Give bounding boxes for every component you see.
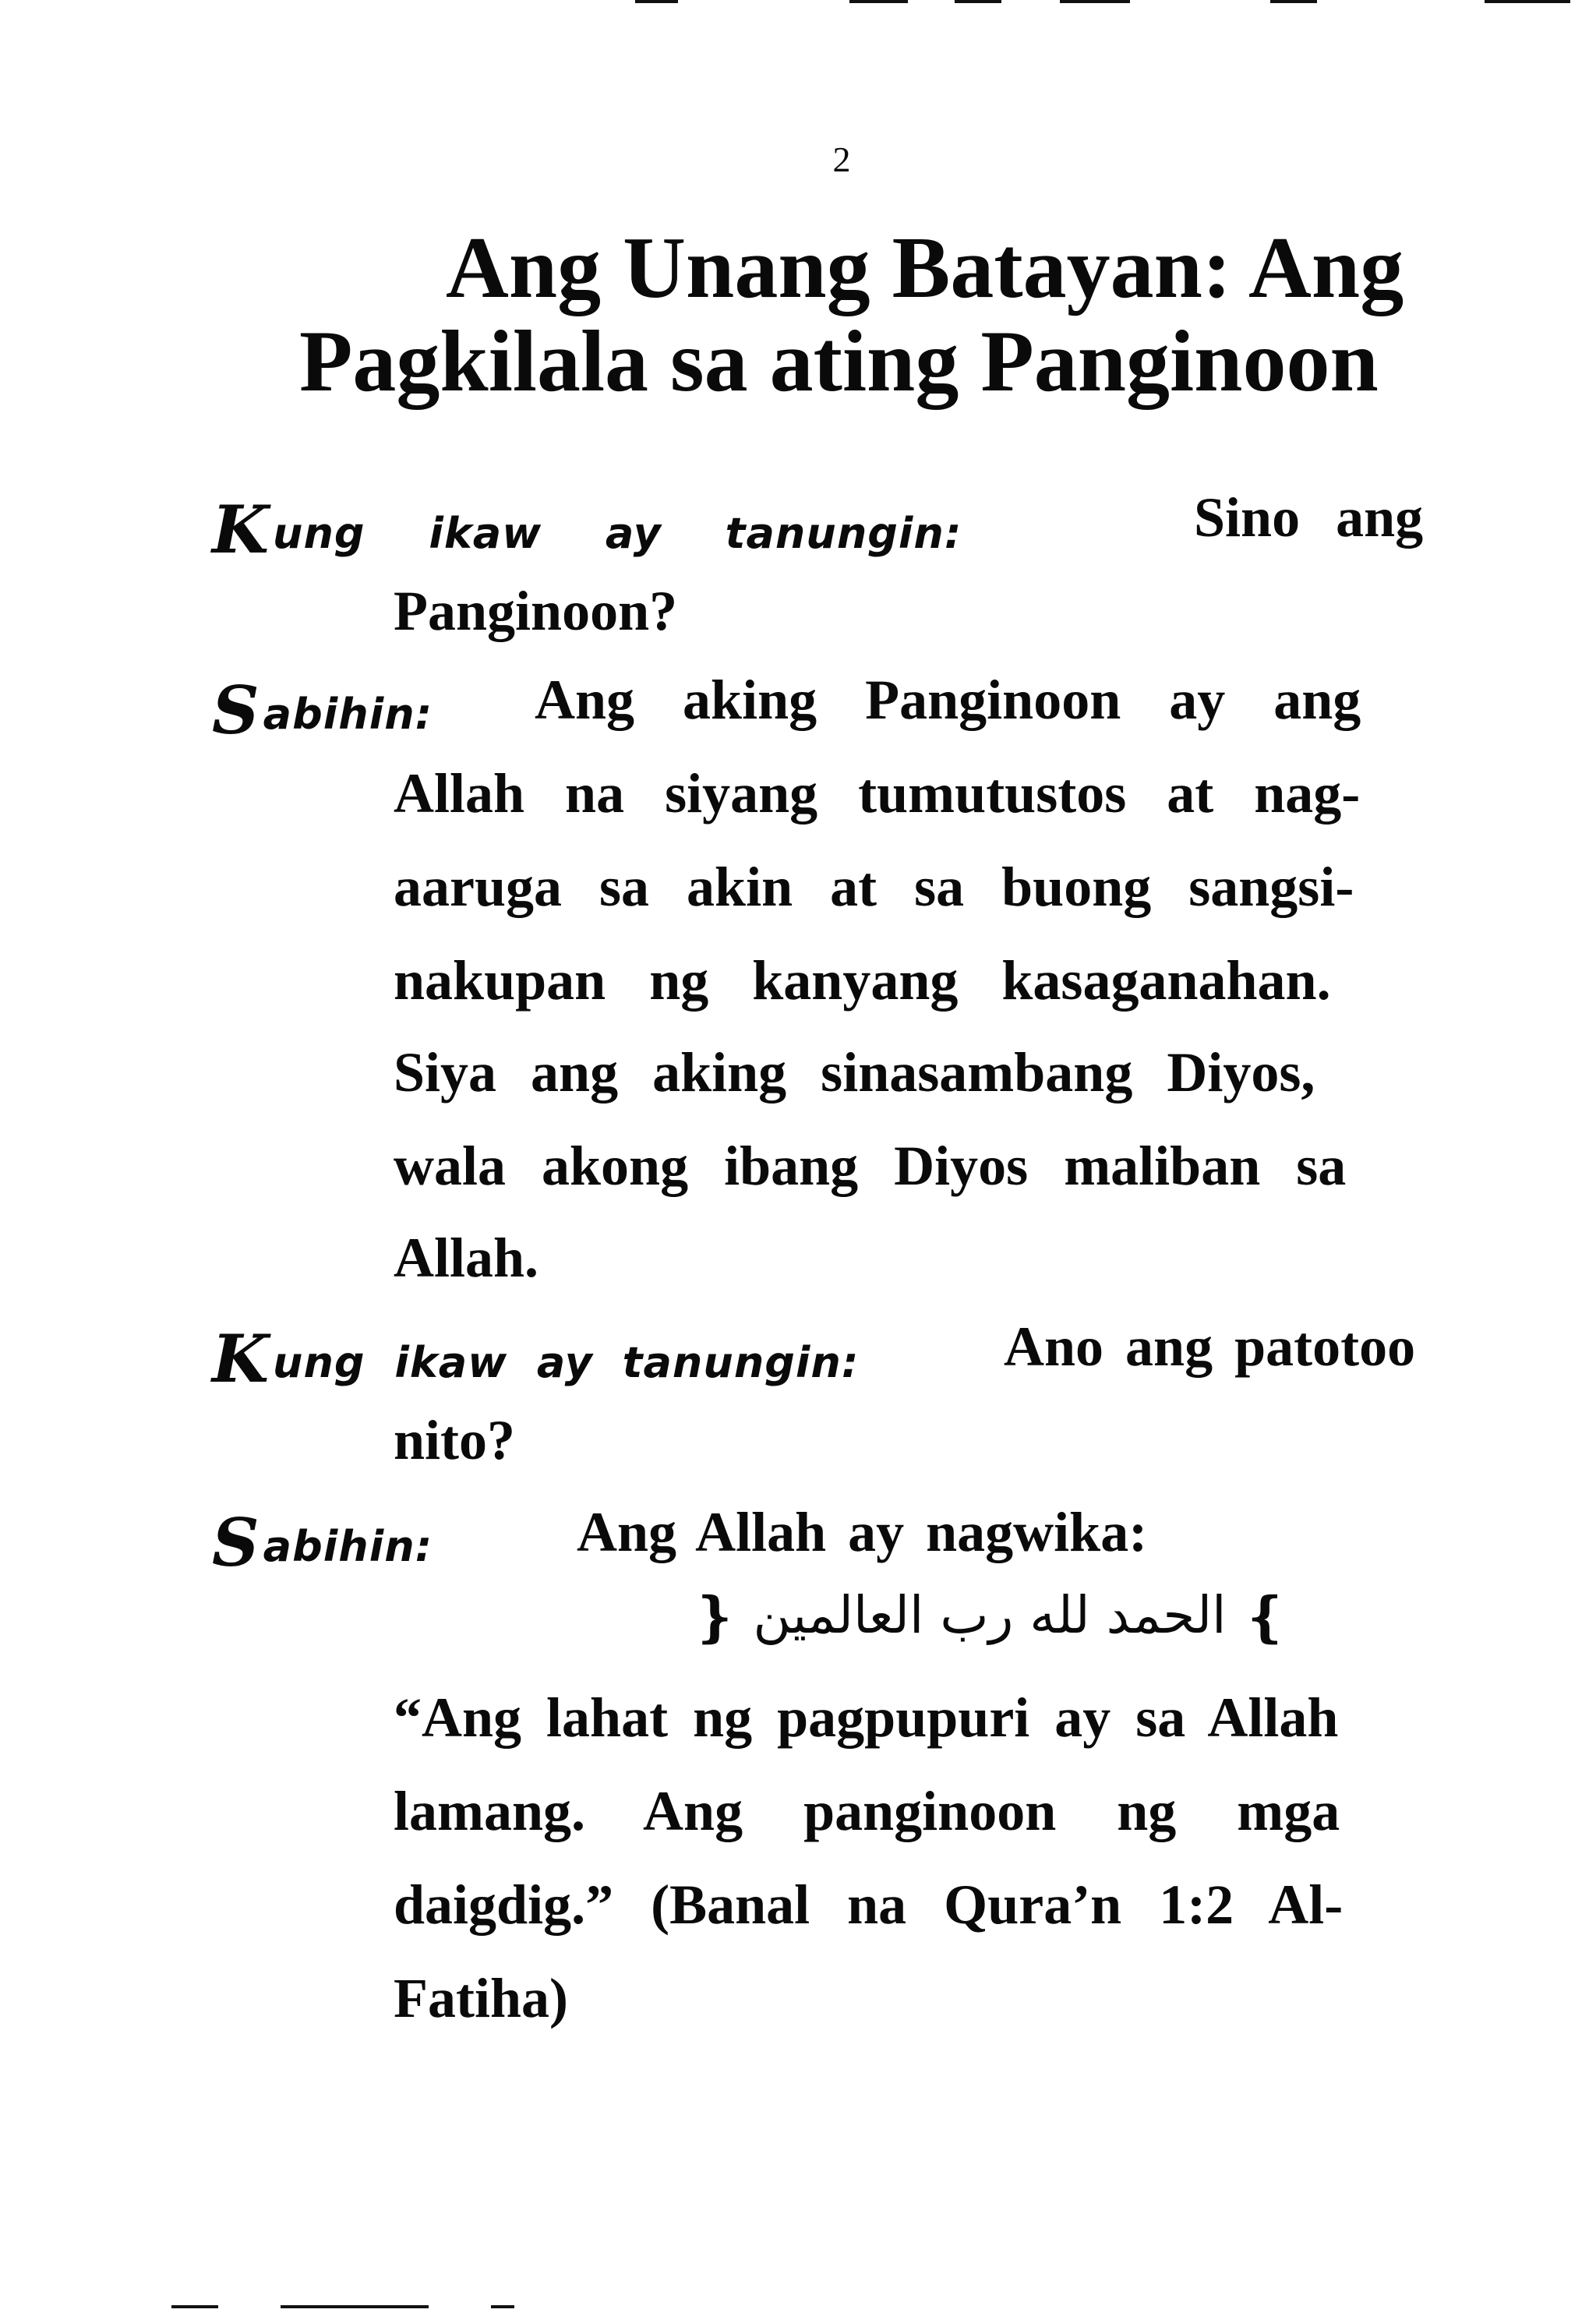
- scan-edge-mark: [281, 2305, 429, 2308]
- answer-line: Allah na siyang tumutustos at nag-: [394, 762, 1361, 825]
- question-label-initial: K: [212, 491, 270, 568]
- scan-edge-mark: [491, 2305, 514, 2308]
- question-label: [212, 491, 962, 568]
- translation-line: lamang. Ang panginoon ng mga: [394, 1780, 1340, 1842]
- question-text-continued: nito?: [394, 1409, 516, 1471]
- answer-label-initial: S: [212, 672, 260, 749]
- answer-label: [212, 672, 433, 749]
- answer-line: Allah.: [394, 1227, 539, 1289]
- answer-line: aaruga sa akin at sa buong sangsi-: [394, 856, 1354, 918]
- ornamental-bracket-open-icon: ❵: [690, 1585, 737, 1649]
- answer-label-text: abihin:: [263, 1522, 433, 1571]
- question-label-initial: K: [212, 1320, 270, 1397]
- answer-line: Siya ang aking sinasambang Diyos,: [394, 1041, 1315, 1104]
- page-number: 2: [832, 139, 851, 179]
- scan-edge-mark: [1485, 0, 1570, 3]
- question-text-continued: Panginoon?: [394, 580, 678, 642]
- answer-line: nakupan ng kanyang kasaganahan.: [394, 949, 1331, 1012]
- translation-line: daigdig.” (Banal na Qura’n 1:2 Al-: [394, 1873, 1344, 1936]
- answer-label: [212, 1504, 433, 1581]
- chapter-title-line-1: Ang Unang Batayan: Ang: [446, 220, 1404, 316]
- arabic-verse-text: الحمد لله رب العالمين: [753, 1585, 1227, 1645]
- scan-edge-mark: [955, 0, 1001, 3]
- answer-label-text: abihin:: [263, 690, 433, 739]
- ornamental-bracket-close-icon: ❴: [1242, 1585, 1289, 1649]
- question-text: Ano ang patotoo: [1004, 1315, 1416, 1378]
- translation-line: Fatiha): [394, 1967, 568, 2029]
- answer-line: Ang aking Panginoon ay ang: [535, 669, 1361, 731]
- question-text: Sino ang: [1194, 486, 1424, 549]
- scan-edge-mark: [1060, 0, 1130, 3]
- translation-line: “Ang lahat ng pagpupuri ay sa Allah: [394, 1686, 1339, 1749]
- scan-edge-mark: [635, 0, 678, 3]
- question-label-text: ung ikaw ay tanungin:: [273, 1338, 860, 1387]
- scan-edge-mark: [171, 2305, 218, 2308]
- answer-line: wala akong ibang Diyos maliban sa: [394, 1135, 1347, 1197]
- answer-line: Ang Allah ay nagwika:: [577, 1501, 1148, 1563]
- question-label: [212, 1320, 860, 1397]
- scan-edge-mark: [849, 0, 908, 3]
- quran-verse-arabic: [670, 1585, 1309, 1649]
- question-label-text: ung ikaw ay tanungin:: [273, 509, 962, 558]
- chapter-title-line-2: Pagkilala sa ating Panginoon: [299, 313, 1379, 410]
- scan-edge-mark: [1270, 0, 1317, 3]
- answer-label-initial: S: [212, 1504, 260, 1581]
